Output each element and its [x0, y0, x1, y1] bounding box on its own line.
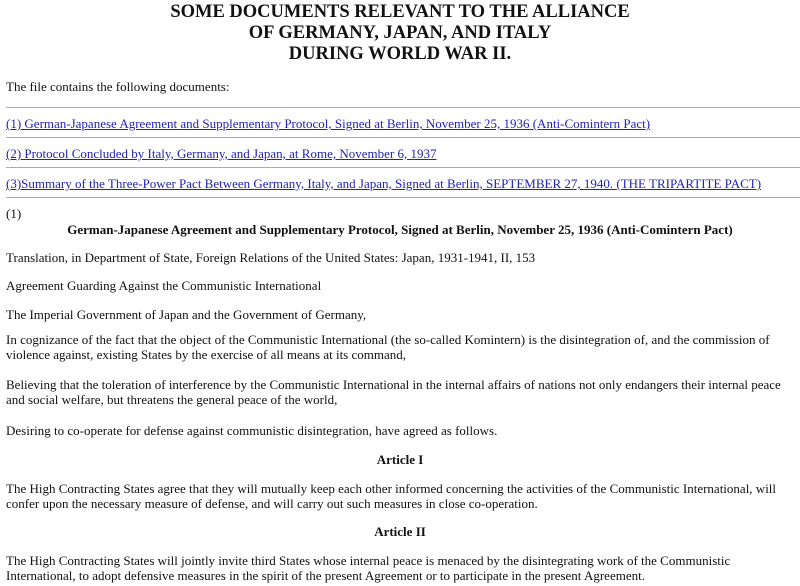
- paragraph-1: In cognizance of the fact that the object of the Communistic International (the so-called Komintern) is the disintegration of, and the commission of violence against, existing States by the exercise of all means at its command,: [6, 332, 770, 362]
- article-1-heading: Article I: [376, 452, 424, 467]
- section-number: (1): [6, 206, 22, 221]
- article-2-text: The High Contracting States will jointly invite third States whose internal peace is menaced by the disintegrating work of the Communistic International, to adopt defensive measures in the spirit of the present Agreement or to participate in the present Agreement.: [6, 553, 731, 583]
- document-link-3[interactable]: (3)Summary of the Three-Power Pact Between Germany, Italy, and Japan, Signed at Berlin, SEPTEMBER 27, 1940. (THE TRIPARTITE PACT): [6, 176, 762, 191]
- title-line-3: DURING WORLD WAR II.: [288, 44, 512, 64]
- title-line-2: OF GERMANY, JAPAN, AND ITALY: [248, 23, 552, 43]
- document-link-2[interactable]: (2) Protocol Concluded by Italy, Germany, and Japan, at Rome, November 6, 1937: [6, 146, 437, 161]
- divider: [6, 107, 800, 108]
- paragraph-3: Desiring to co-operate for defense against communistic disintegration, have agreed as follows.: [6, 423, 498, 438]
- page-title: [0, 0, 800, 65]
- parties-text: The Imperial Government of Japan and the Government of Germany,: [6, 307, 367, 322]
- agreement-title: Agreement Guarding Against the Communistic International: [6, 278, 322, 293]
- title-line-1: SOME DOCUMENTS RELEVANT TO THE ALLIANCE: [170, 2, 630, 22]
- section-heading: German-Japanese Agreement and Supplementary Protocol, Signed at Berlin, November 25, 1936 (Anti-Comintern Pact): [67, 222, 733, 237]
- article-2-heading: Article II: [374, 524, 426, 539]
- document-link-1[interactable]: (1) German-Japanese Agreement and Supplementary Protocol, Signed at Berlin, November 25, 1936 (Anti-Comintern Pact): [6, 116, 651, 131]
- source-citation: Translation, in Department of State, Foreign Relations of the United States: Japan, 1931-1941, II, 153: [6, 250, 536, 265]
- divider: [6, 167, 800, 168]
- paragraph-2: Believing that the toleration of interference by the Communistic International in the internal affairs of nations not only endangers their internal peace and social welfare, but threatens the general peace of the world,: [6, 377, 781, 407]
- intro-text: The file contains the following documents:: [6, 79, 230, 94]
- article-1-text: The High Contracting States agree that they will mutually keep each other informed concerning the activities of the Communistic International, will confer upon the necessary measure of defense, and will carry out such measures in close co-operation.: [6, 481, 777, 511]
- divider: [6, 137, 800, 138]
- divider: [6, 197, 800, 198]
